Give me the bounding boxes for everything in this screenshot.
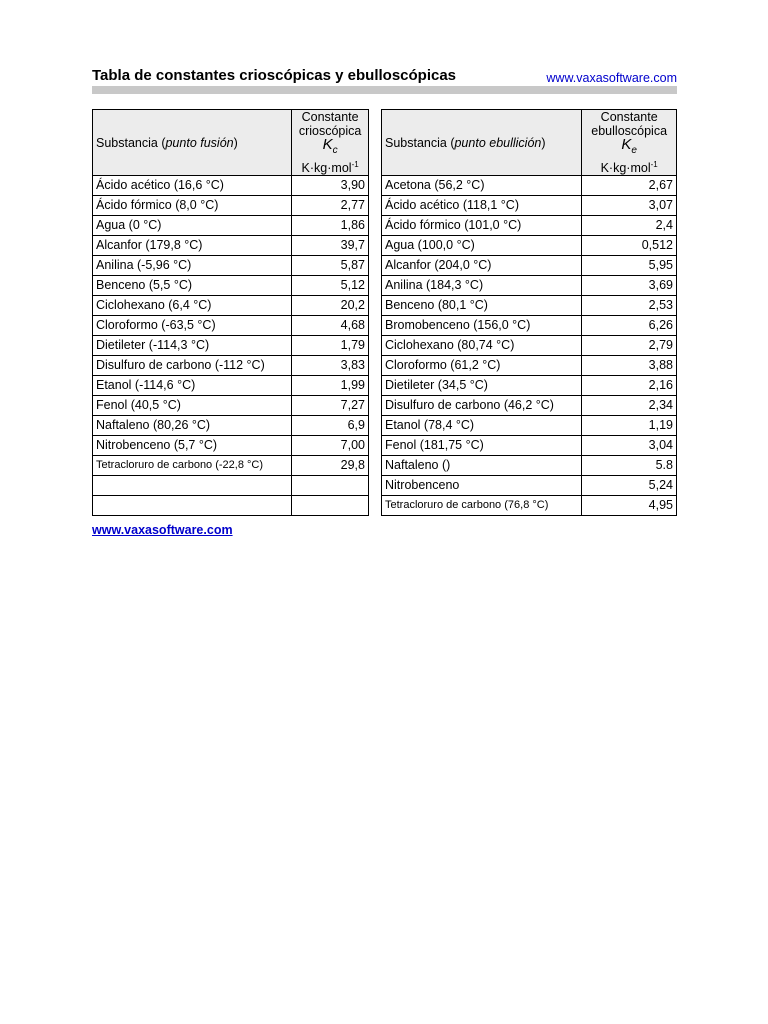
- constant-value-cell: 4,95: [582, 496, 677, 516]
- constant-value-cell: 3,07: [582, 196, 677, 216]
- substance-cell: Ciclohexano (80,74 °C): [382, 336, 582, 356]
- substance-cell: Tetracloruro de carbono (76,8 °C): [382, 496, 582, 516]
- table-row: [382, 356, 677, 376]
- table-row: [382, 436, 677, 456]
- ke-symbol: $K_e$: [621, 136, 637, 156]
- substance-cell: Anilina (-5,96 °C): [93, 256, 292, 276]
- substance-cell: Dietileter (34,5 °C): [382, 376, 582, 396]
- constant-value-cell: 1,79: [292, 336, 369, 356]
- constant-header: Constante crioscópica $K_c$ K·kg·mol$^{-1}$: [292, 110, 369, 176]
- page-title: Tabla de constantes crioscópicas y ebulloscópicas: [92, 67, 457, 84]
- table-row: [382, 376, 677, 396]
- substance-cell: Disulfuro de carbono (-112 °C): [93, 356, 292, 376]
- table-row: [382, 476, 677, 496]
- substance-cell: Benceno (5,5 °C): [93, 276, 292, 296]
- substance-header: Substancia (punto fusión): [93, 110, 292, 176]
- constant-value-cell: 3,90: [292, 176, 369, 196]
- table-row: [382, 276, 677, 296]
- table-row: [382, 256, 677, 276]
- substance-cell: Etanol (-114,6 °C): [93, 376, 292, 396]
- substance-cell: Agua (100,0 °C): [382, 236, 582, 256]
- constant-value-cell: 2,16: [582, 376, 677, 396]
- constant-value-cell: 7,00: [292, 436, 369, 456]
- table-header-row: [93, 110, 369, 176]
- constant-value-cell: 20,2: [292, 296, 369, 316]
- substance-cell: Ácido acético (118,1 °C): [382, 196, 582, 216]
- substance-cell: Naftaleno (80,26 °C): [93, 416, 292, 436]
- table-row: [93, 316, 369, 336]
- table-row: [93, 476, 369, 496]
- table-row: [93, 276, 369, 296]
- constant-value-cell: 2,53: [582, 296, 677, 316]
- constant-value-cell: 5,24: [582, 476, 677, 496]
- constant-value-cell: 5,87: [292, 256, 369, 276]
- substance-cell: Tetracloruro de carbono (-22,8 °C): [93, 456, 292, 476]
- substance-cell: Naftaleno (): [382, 456, 582, 476]
- table-row: [93, 336, 369, 356]
- table-row: [382, 416, 677, 436]
- substance-cell: Acetona (56,2 °C): [382, 176, 582, 196]
- table-row: [93, 436, 369, 456]
- table-header-row: [382, 110, 677, 176]
- website-link-bottom[interactable]: www.vaxasoftware.com: [92, 523, 233, 537]
- constant-value-cell: 3,69: [582, 276, 677, 296]
- table-row: [382, 296, 677, 316]
- constant-value-cell: 2,79: [582, 336, 677, 356]
- constant-value-cell: 2,4: [582, 216, 677, 236]
- ebullioscopic-table: [381, 109, 677, 516]
- substance-cell: Cloroformo (61,2 °C): [382, 356, 582, 376]
- substance-cell: Anilina (184,3 °C): [382, 276, 582, 296]
- table-row: [93, 256, 369, 276]
- table-row: [382, 236, 677, 256]
- table-row: [93, 396, 369, 416]
- constant-value-cell: [292, 496, 369, 516]
- table-row: [93, 496, 369, 516]
- substance-cell: Nitrobenceno: [382, 476, 582, 496]
- substance-cell: Dietileter (-114,3 °C): [93, 336, 292, 356]
- constant-value-cell: 0,512: [582, 236, 677, 256]
- table-row: [93, 176, 369, 196]
- substance-cell: Agua (0 °C): [93, 216, 292, 236]
- constant-value-cell: 29,8: [292, 456, 369, 476]
- constant-value-cell: 6,26: [582, 316, 677, 336]
- substance-cell: Ácido acético (16,6 °C): [93, 176, 292, 196]
- table-row: [382, 456, 677, 476]
- constant-value-cell: 6,9: [292, 416, 369, 436]
- substance-cell: Etanol (78,4 °C): [382, 416, 582, 436]
- substance-cell: Fenol (40,5 °C): [93, 396, 292, 416]
- table-row: [93, 216, 369, 236]
- substance-cell: Bromobenceno (156,0 °C): [382, 316, 582, 336]
- constant-value-cell: 2,34: [582, 396, 677, 416]
- substance-cell: Ácido fórmico (8,0 °C): [93, 196, 292, 216]
- table-row: [93, 236, 369, 256]
- table-row: [382, 316, 677, 336]
- constant-value-cell: 1,99: [292, 376, 369, 396]
- table-row: [93, 456, 369, 476]
- substance-cell: Alcanfor (204,0 °C): [382, 256, 582, 276]
- table-row: [382, 196, 677, 216]
- unit-label: K·kg·mol$^{-1}$: [600, 160, 658, 176]
- unit-label: K·kg·mol$^{-1}$: [301, 160, 359, 176]
- cryoscopic-table: [92, 109, 369, 516]
- substance-header: Substancia (punto ebullición): [382, 110, 582, 176]
- table-row: [93, 196, 369, 216]
- table-row: [93, 296, 369, 316]
- table-row: [382, 336, 677, 356]
- constant-value-cell: 3,04: [582, 436, 677, 456]
- constant-value-cell: [292, 476, 369, 496]
- table-row: [382, 396, 677, 416]
- substance-cell: Benceno (80,1 °C): [382, 296, 582, 316]
- constant-value-cell: 2,67: [582, 176, 677, 196]
- constant-header: Constante ebulloscópica $K_e$ K·kg·mol$^{-1}$: [582, 110, 677, 176]
- constant-value-cell: 5.8: [582, 456, 677, 476]
- table-row: [382, 216, 677, 236]
- header-divider-band: [92, 86, 677, 94]
- substance-cell: Disulfuro de carbono (46,2 °C): [382, 396, 582, 416]
- constant-value-cell: 4,68: [292, 316, 369, 336]
- table-row: [93, 416, 369, 436]
- substance-cell: Nitrobenceno (5,7 °C): [93, 436, 292, 456]
- substance-cell: Ciclohexano (6,4 °C): [93, 296, 292, 316]
- constant-value-cell: 5,12: [292, 276, 369, 296]
- constant-value-cell: 2,77: [292, 196, 369, 216]
- substance-cell: [93, 496, 292, 516]
- table-row: [382, 496, 677, 516]
- kc-symbol: $K_c$: [322, 136, 338, 156]
- substance-cell: Alcanfor (179,8 °C): [93, 236, 292, 256]
- table-row: [93, 376, 369, 396]
- table-row: [93, 356, 369, 376]
- substance-cell: Ácido fórmico (101,0 °C): [382, 216, 582, 236]
- constant-value-cell: 7,27: [292, 396, 369, 416]
- constant-value-cell: 5,95: [582, 256, 677, 276]
- substance-cell: Fenol (181,75 °C): [382, 436, 582, 456]
- constant-value-cell: 39,7: [292, 236, 369, 256]
- constant-value-cell: 1,19: [582, 416, 677, 436]
- constant-value-cell: 3,88: [582, 356, 677, 376]
- substance-cell: [93, 476, 292, 496]
- substance-cell: Cloroformo (-63,5 °C): [93, 316, 292, 336]
- constant-value-cell: 1,86: [292, 216, 369, 236]
- table-row: [382, 176, 677, 196]
- constant-value-cell: 3,83: [292, 356, 369, 376]
- website-link-top[interactable]: www.vaxasoftware.com: [546, 71, 677, 85]
